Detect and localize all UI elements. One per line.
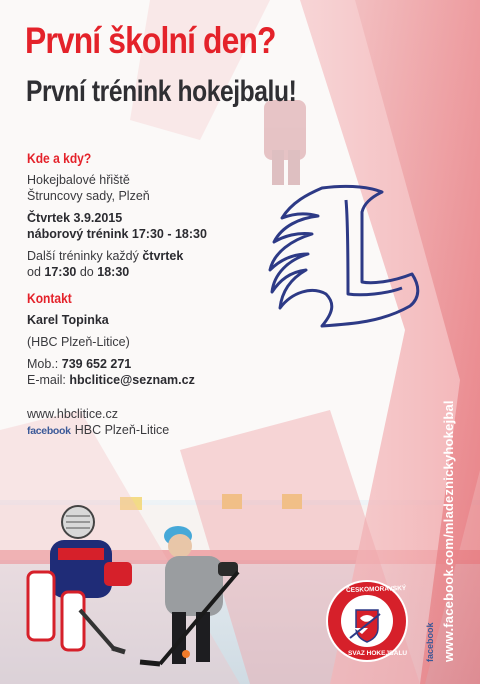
contact-email [27,372,257,388]
next-prefix: Další tréninky každý [27,249,139,263]
vertical-facebook-label: facebook [425,622,435,662]
website-link[interactable]: www.hbclitice.cz [27,407,118,421]
recruit-time: 17:30 - 18:30 [131,227,207,241]
to-time: 18:30 [97,265,130,279]
where-when-heading: Kde a kdy? [27,150,92,166]
contact-mobile [27,356,257,372]
vertical-facebook-url[interactable]: www.facebook.com/mladeznickyhokejbal [441,400,456,662]
contact-club: (HBC Plzeň-Litice) [27,335,130,349]
email-label: E-mail: [27,373,66,387]
facebook-word: facebook [27,425,71,437]
recruit-training [27,226,257,242]
logo-bottom-text: SVAZ HOKEJBALU [348,650,408,657]
email-link[interactable]: hbclitice@seznam.cz [69,373,195,387]
next-trainings-line [27,248,257,264]
venue-line2: Štruncovy sady, Plzeň [27,189,150,203]
facebook-page-name: HBC Plzeň-Litice [74,423,170,437]
club-flame-logo [262,182,442,340]
from-time: 17:30 [44,265,77,279]
page-title: První školní den? [25,20,276,61]
venue-line1: Hokejbalové hřiště [27,173,130,187]
from-word: od [27,265,41,279]
next-trainings-time [27,264,257,280]
contact-name: Karel Topinka [27,313,109,327]
info-block [27,150,257,439]
mobile-label: Mob.: [27,357,59,371]
recruit-label: náborový trénink [27,227,129,241]
page-subtitle: První trénink hokejbalu! [26,75,297,108]
contact-heading: Kontakt [27,290,72,306]
logo-top-text: ČESKOMORAVSKÝ [345,584,407,595]
mobile-number[interactable]: 739 652 271 [61,357,132,371]
to-word: do [79,265,94,279]
training-date: Čtvrtek 3.9.2015 [27,211,123,225]
facebook-line[interactable] [27,422,257,439]
next-day: čtvrtek [142,249,184,263]
